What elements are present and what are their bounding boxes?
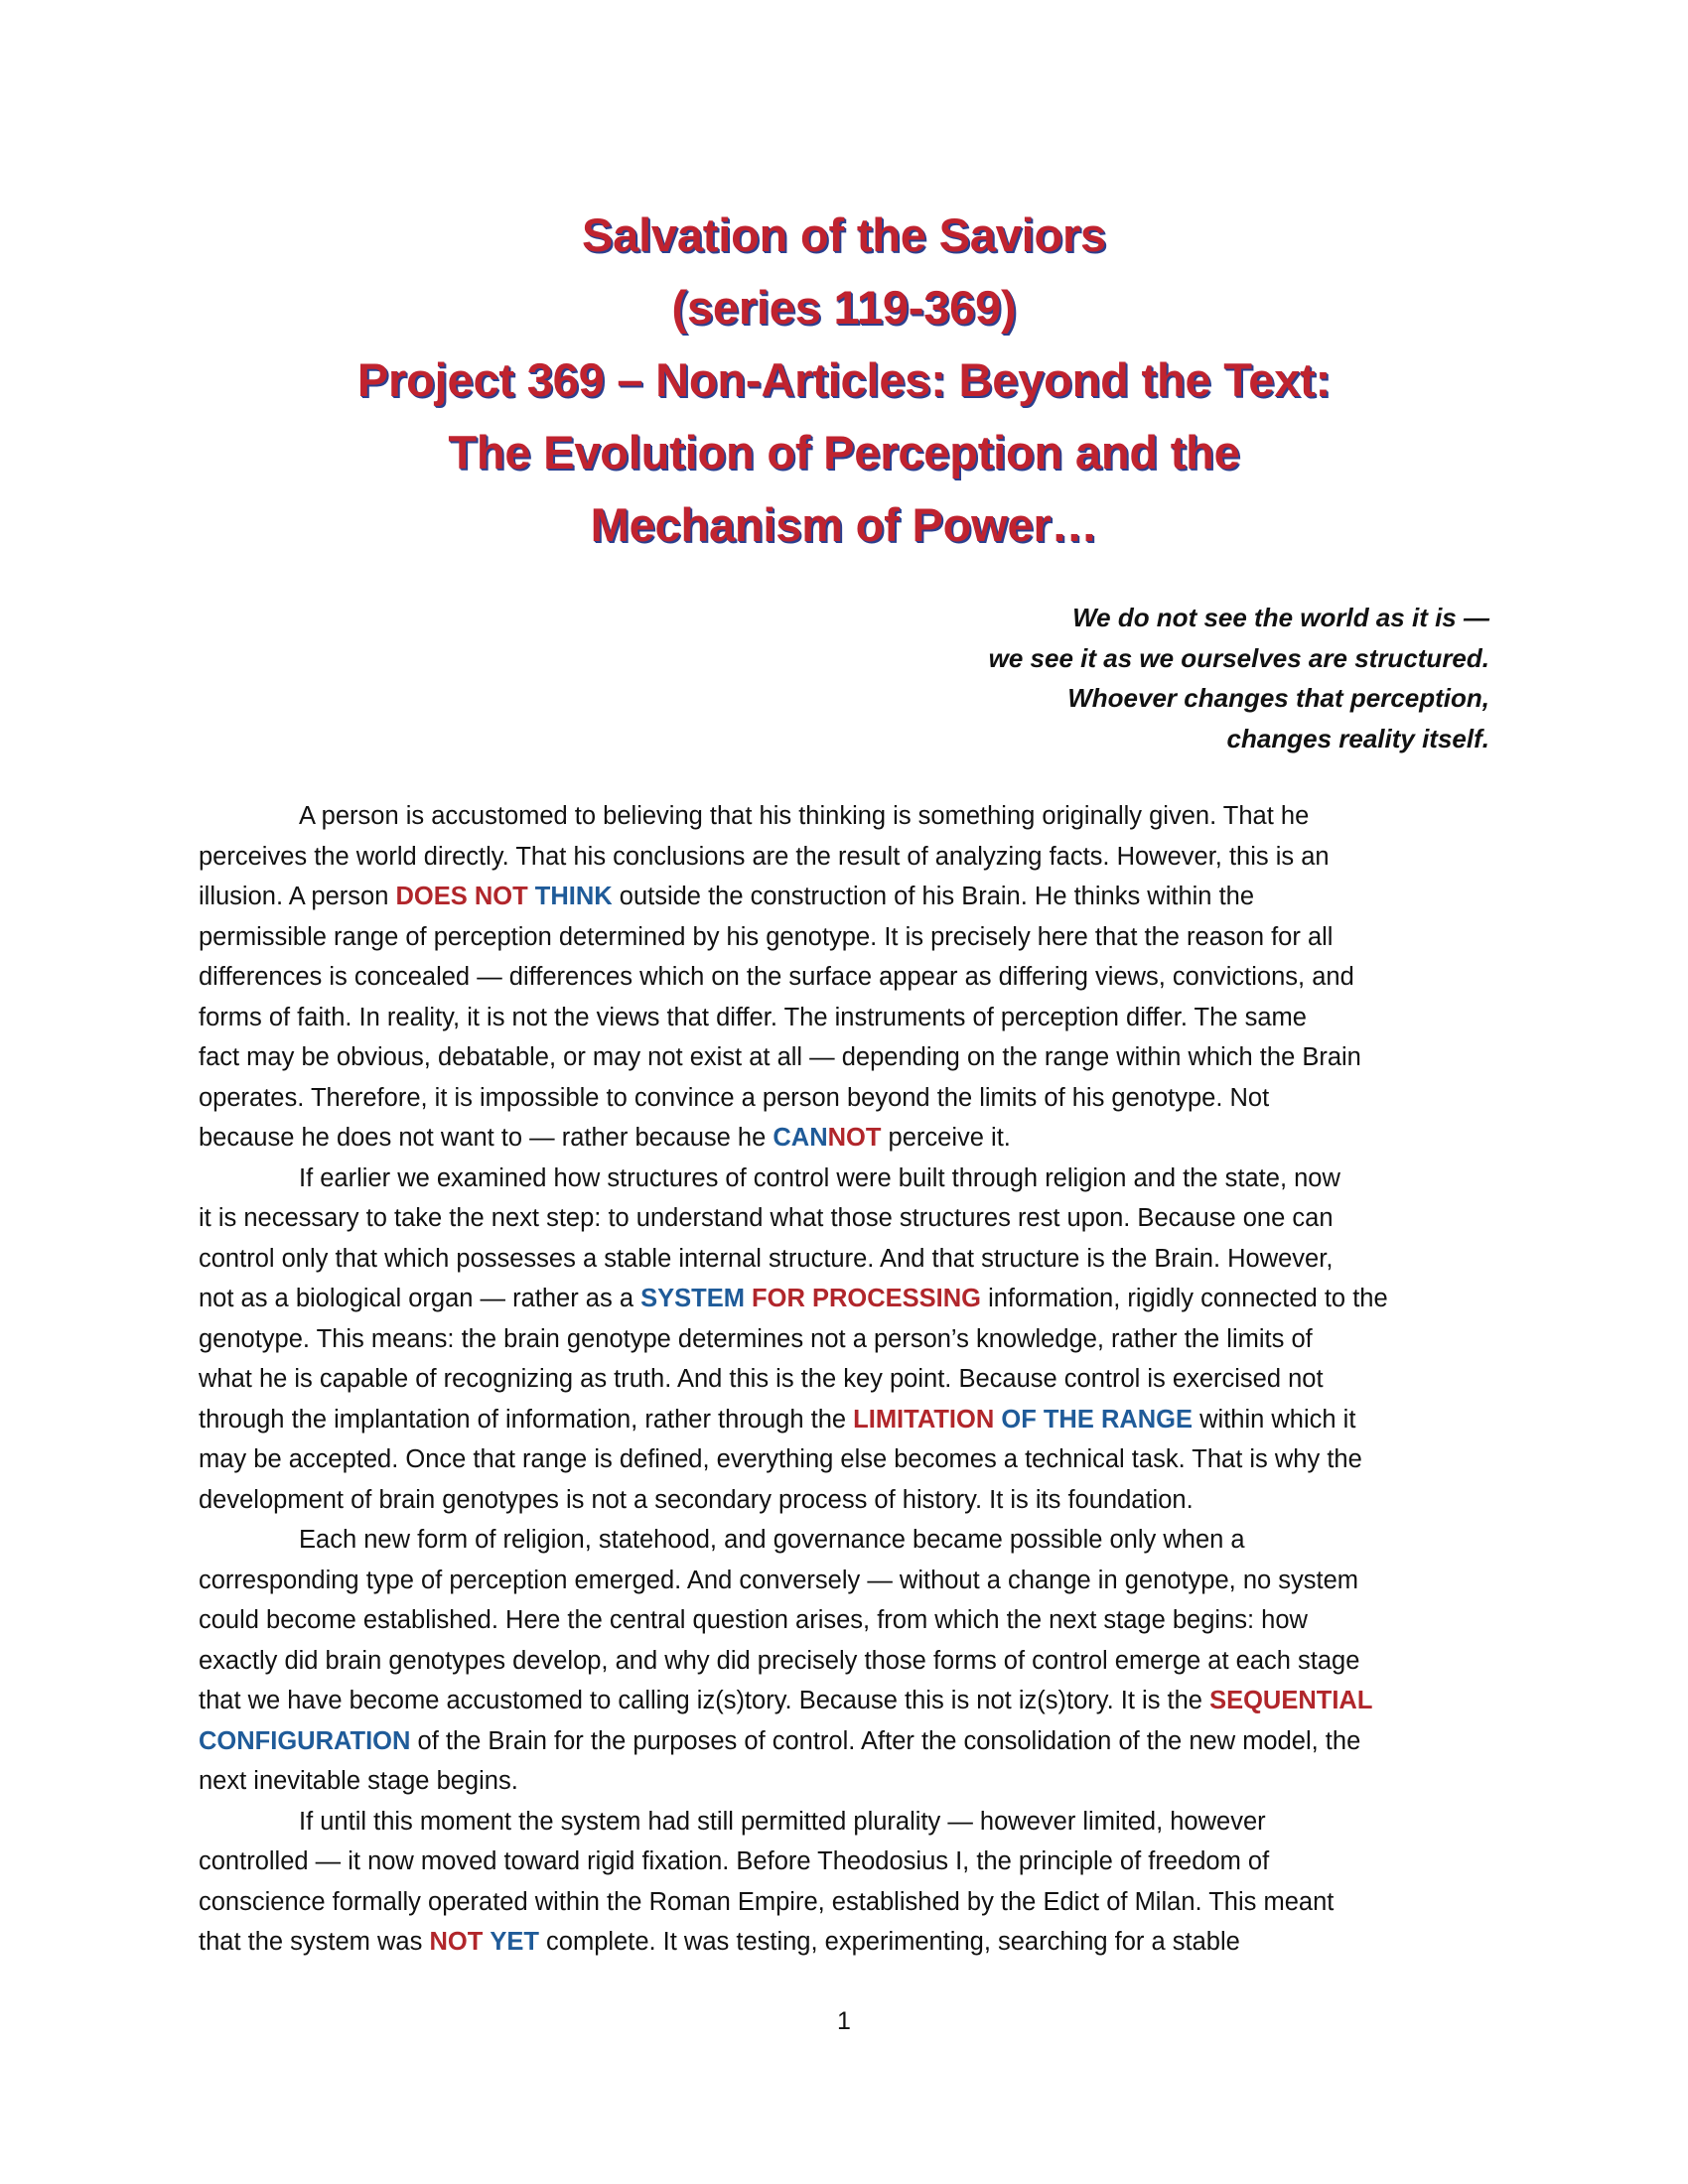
epigraph-line: We do not see the world as it is — — [1072, 603, 1489, 632]
body-line — [199, 877, 1491, 917]
epigraph-line: Whoever changes that perception, — [1067, 683, 1489, 713]
highlighted-term: OF THE RANGE — [1001, 1405, 1194, 1433]
body-text-segment: controlled — it now moved toward rigid fixation. Before Theodosius I, the principle of freedom of — [199, 1847, 1270, 1875]
body-text-segment — [528, 883, 535, 910]
body-line — [199, 1922, 1491, 1963]
body-text-segment: that we have become accustomed to calling iz(s)tory. Because this is not iz(s)tory. It is the — [199, 1687, 1210, 1714]
body-line — [199, 1037, 1491, 1078]
body-text-segment: information, rigidly connected to the — [981, 1285, 1388, 1312]
body-text-segment: because he does not want to — rather because he — [199, 1124, 774, 1152]
body-line — [199, 917, 1491, 958]
body-line — [199, 1561, 1491, 1601]
body-line — [199, 1118, 1491, 1159]
body-text-segment: complete. It was testing, experimenting, searching for a stable — [538, 1928, 1240, 1956]
highlighted-term: SEQUENTIAL — [1209, 1687, 1373, 1714]
body-text-segment: perceives the world directly. That his conclusions are the result of analyzing facts. However, this is an — [199, 842, 1330, 871]
highlighted-term: NOT — [827, 1124, 882, 1152]
highlighted-term: FOR PROCESSING — [752, 1285, 981, 1312]
page-number: 1 — [837, 2007, 851, 2035]
title-line: (series 119-369) — [671, 281, 1017, 334]
body-text-segment: A person is accustomed to believing that his thinking is something originally given. That he — [299, 802, 1310, 830]
body-text-segment: differences is concealed — differences which on the surface appear as differing views, convictions, and — [199, 963, 1354, 991]
body-line — [199, 1641, 1491, 1682]
body-text — [199, 796, 1491, 1963]
body-text-segment: If earlier we examined how structures of control were built through religion and the state, now — [299, 1163, 1340, 1192]
body-line — [199, 1882, 1491, 1923]
body-text-segment: it is necessary to take the next step: to understand what those structures rest upon. Because one can — [199, 1204, 1334, 1232]
highlighted-term: CAN — [773, 1124, 828, 1152]
body-text-segment: could become established. Here the central question arises, from which the next stage begins: how — [199, 1606, 1308, 1634]
highlighted-term: DOES NOT — [395, 883, 528, 910]
body-text-segment: corresponding type of perception emerged. And conversely — without a change in genotype, no system — [199, 1566, 1359, 1594]
highlighted-term: SYSTEM — [640, 1285, 745, 1312]
body-text-segment: perceive it. — [881, 1124, 1011, 1152]
body-line — [199, 1802, 1491, 1843]
body-line — [199, 1159, 1491, 1199]
body-text-segment: Each new form of religion, statehood, and governance became possible only when a — [299, 1526, 1245, 1554]
body-text-segment: operates. Therefore, it is impossible to convince a person beyond the limits of his genotype. Not — [199, 1083, 1270, 1112]
body-text-segment: If until this moment the system had still permitted plurality — however limited, however — [299, 1807, 1266, 1836]
body-line — [199, 1761, 1491, 1802]
body-text-segment: fact may be obvious, debatable, or may not exist at all — depending on the range within which the Brain — [199, 1043, 1361, 1071]
body-line — [199, 1681, 1491, 1721]
epigraph-line: we see it as we ourselves are structured. — [988, 642, 1489, 673]
body-line — [199, 1520, 1491, 1561]
body-line — [199, 837, 1491, 878]
document-title — [0, 199, 1688, 561]
body-line — [199, 957, 1491, 998]
body-text-segment: permissible range of perception determined by his genotype. It is precisely here that the reason for all — [199, 922, 1334, 951]
body-text-segment: genotype. This means: the brain genotype determines not a person’s knowledge, rather the limits of — [199, 1324, 1313, 1353]
body-line — [199, 1239, 1491, 1280]
highlighted-term: YET — [490, 1928, 539, 1956]
body-line — [199, 796, 1491, 837]
body-text-segment: forms of faith. In reality, it is not the views that differ. The instruments of perception differ. The same — [199, 1003, 1307, 1031]
body-line — [199, 1400, 1491, 1440]
body-text-segment: exactly did brain genotypes develop, and why did precisely those forms of control emerge at each stage — [199, 1646, 1360, 1675]
body-text-segment — [745, 1285, 752, 1312]
title-line: Mechanism of Power… — [590, 498, 1098, 551]
highlighted-term: CONFIGURATION — [199, 1726, 411, 1755]
body-line — [199, 1600, 1491, 1641]
body-line — [199, 1198, 1491, 1239]
body-text-segment: control only that which possesses a stable internal structure. And that structure is the Brain. However, — [199, 1244, 1334, 1273]
highlighted-term: LIMITATION — [853, 1405, 995, 1433]
title-line: Salvation of the Saviors — [581, 208, 1106, 261]
body-text-segment: may be accepted. Once that range is defined, everything else becomes a technical task. That is why the — [199, 1445, 1362, 1473]
body-text-segment: of the Brain for the purposes of control. After the consolidation of the new model, the — [410, 1726, 1361, 1755]
body-text-segment: development of brain genotypes is not a secondary process of history. It is its foundation. — [199, 1485, 1194, 1514]
body-text-segment: that the system was — [199, 1928, 430, 1956]
body-text-segment: next inevitable stage begins. — [199, 1767, 518, 1795]
title-line: The Evolution of Perception and the — [448, 426, 1240, 478]
body-text-segment: not as a biological organ — rather as a — [199, 1285, 641, 1312]
body-line — [199, 1439, 1491, 1480]
highlighted-term: THINK — [534, 883, 613, 910]
body-line — [199, 1279, 1491, 1319]
body-text-segment: through the implantation of information, rather through the — [199, 1405, 854, 1433]
body-line — [199, 1721, 1491, 1762]
epigraph — [596, 598, 1489, 758]
body-line — [199, 1359, 1491, 1400]
body-text-segment: what he is capable of recognizing as truth. And this is the key point. Because control is exercised not — [199, 1365, 1324, 1393]
title-line: Project 369 – Non-Articles: Beyond the Text: — [356, 353, 1332, 406]
epigraph-line: changes reality itself. — [1226, 723, 1489, 753]
body-text-segment: outside the construction of his Brain. He thinks within the — [612, 883, 1255, 910]
body-text-segment: illusion. A person — [199, 883, 396, 910]
body-line — [199, 1078, 1491, 1119]
highlighted-term: NOT — [429, 1928, 484, 1956]
body-text-segment: conscience formally operated within the Roman Empire, established by the Edict of Milan. This meant — [199, 1887, 1335, 1916]
body-line — [199, 1842, 1491, 1882]
body-line — [199, 1319, 1491, 1360]
body-text-segment: within which it — [1193, 1405, 1356, 1433]
body-line — [199, 1480, 1491, 1521]
body-line — [199, 998, 1491, 1038]
